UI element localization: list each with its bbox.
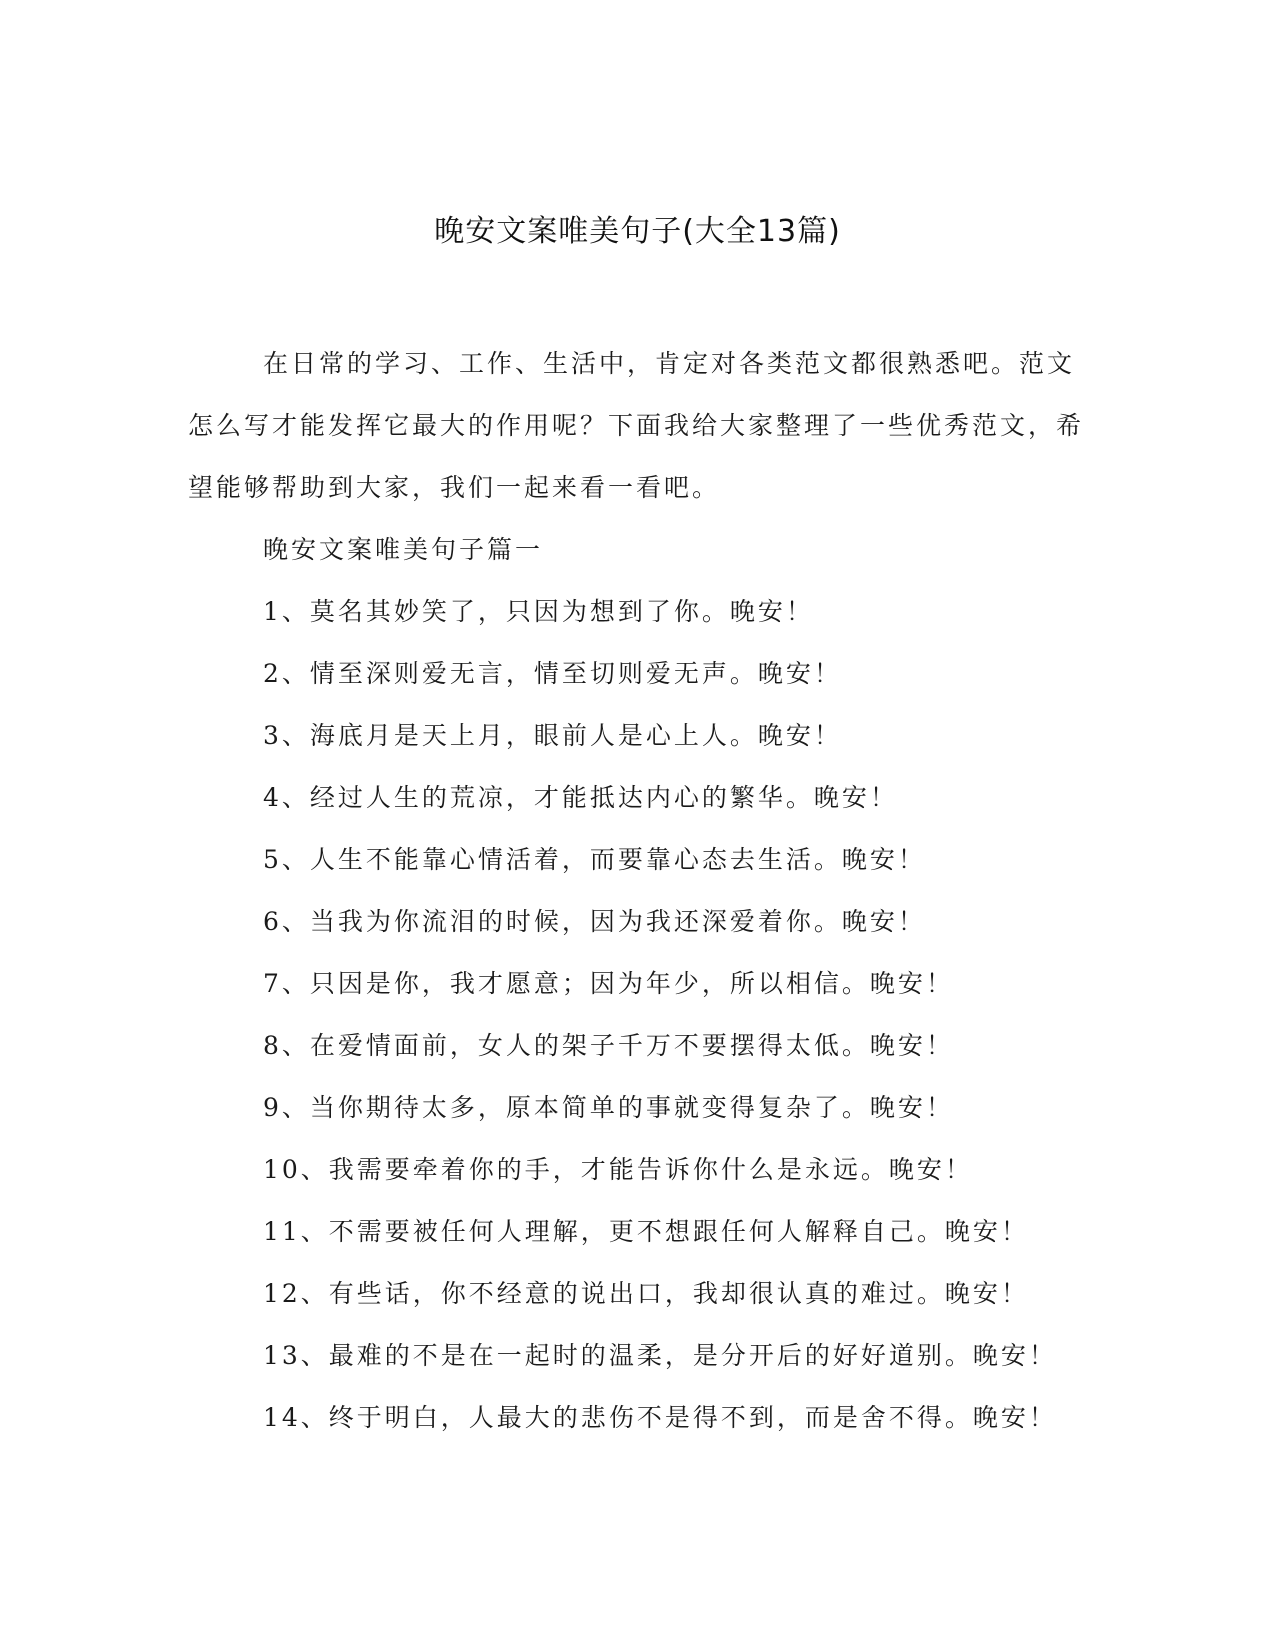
list-item: 12、有些话，你不经意的说出口，我却很认真的难过。晚安！ xyxy=(263,1279,1029,1308)
list-item: 8、在爱情面前，女人的架子千万不要摆得太低。晚安！ xyxy=(263,1031,954,1060)
list-item: 3、海底月是天上月，眼前人是心上人。晚安！ xyxy=(263,721,842,750)
list-item: 7、只因是你，我才愿意；因为年少，所以相信。晚安！ xyxy=(263,969,954,998)
intro-paragraph: 在日常的学习、工作、生活中，肯定对各类范文都很熟悉吧。范文怎么写才能发挥它最大的作用呢？下面我给大家整理了一些优秀范文，希望能够帮助到大家，我们一起来看一看吧。 xyxy=(188,349,1085,502)
document-title: 晚安文案唯美句子(大全13篇) xyxy=(434,214,841,249)
list-item: 5、人生不能靠心情活着，而要靠心态去生活。晚安！ xyxy=(263,845,926,874)
list-item: 6、当我为你流泪的时候，因为我还深爱着你。晚安！ xyxy=(263,907,926,936)
document-body xyxy=(188,333,1088,1449)
list-item: 2、情至深则爱无言，情至切则爱无声。晚安！ xyxy=(263,659,842,688)
list-item: 1、莫名其妙笑了，只因为想到了你。晚安！ xyxy=(263,597,814,626)
list-item: 14、终于明白，人最大的悲伤不是得不到，而是舍不得。晚安！ xyxy=(263,1403,1057,1432)
list-item: 4、经过人生的荒凉，才能抵达内心的繁华。晚安！ xyxy=(263,783,898,812)
list-item: 11、不需要被任何人理解，更不想跟任何人解释自己。晚安！ xyxy=(263,1217,1029,1246)
list-item: 13、最难的不是在一起时的温柔，是分开后的好好道别。晚安！ xyxy=(263,1341,1057,1370)
list-item: 10、我需要牵着你的手，才能告诉你什么是永远。晚安！ xyxy=(263,1155,973,1184)
section-heading: 晚安文案唯美句子篇一 xyxy=(263,535,544,564)
list-item: 9、当你期待太多，原本简单的事就变得复杂了。晚安！ xyxy=(263,1093,954,1122)
